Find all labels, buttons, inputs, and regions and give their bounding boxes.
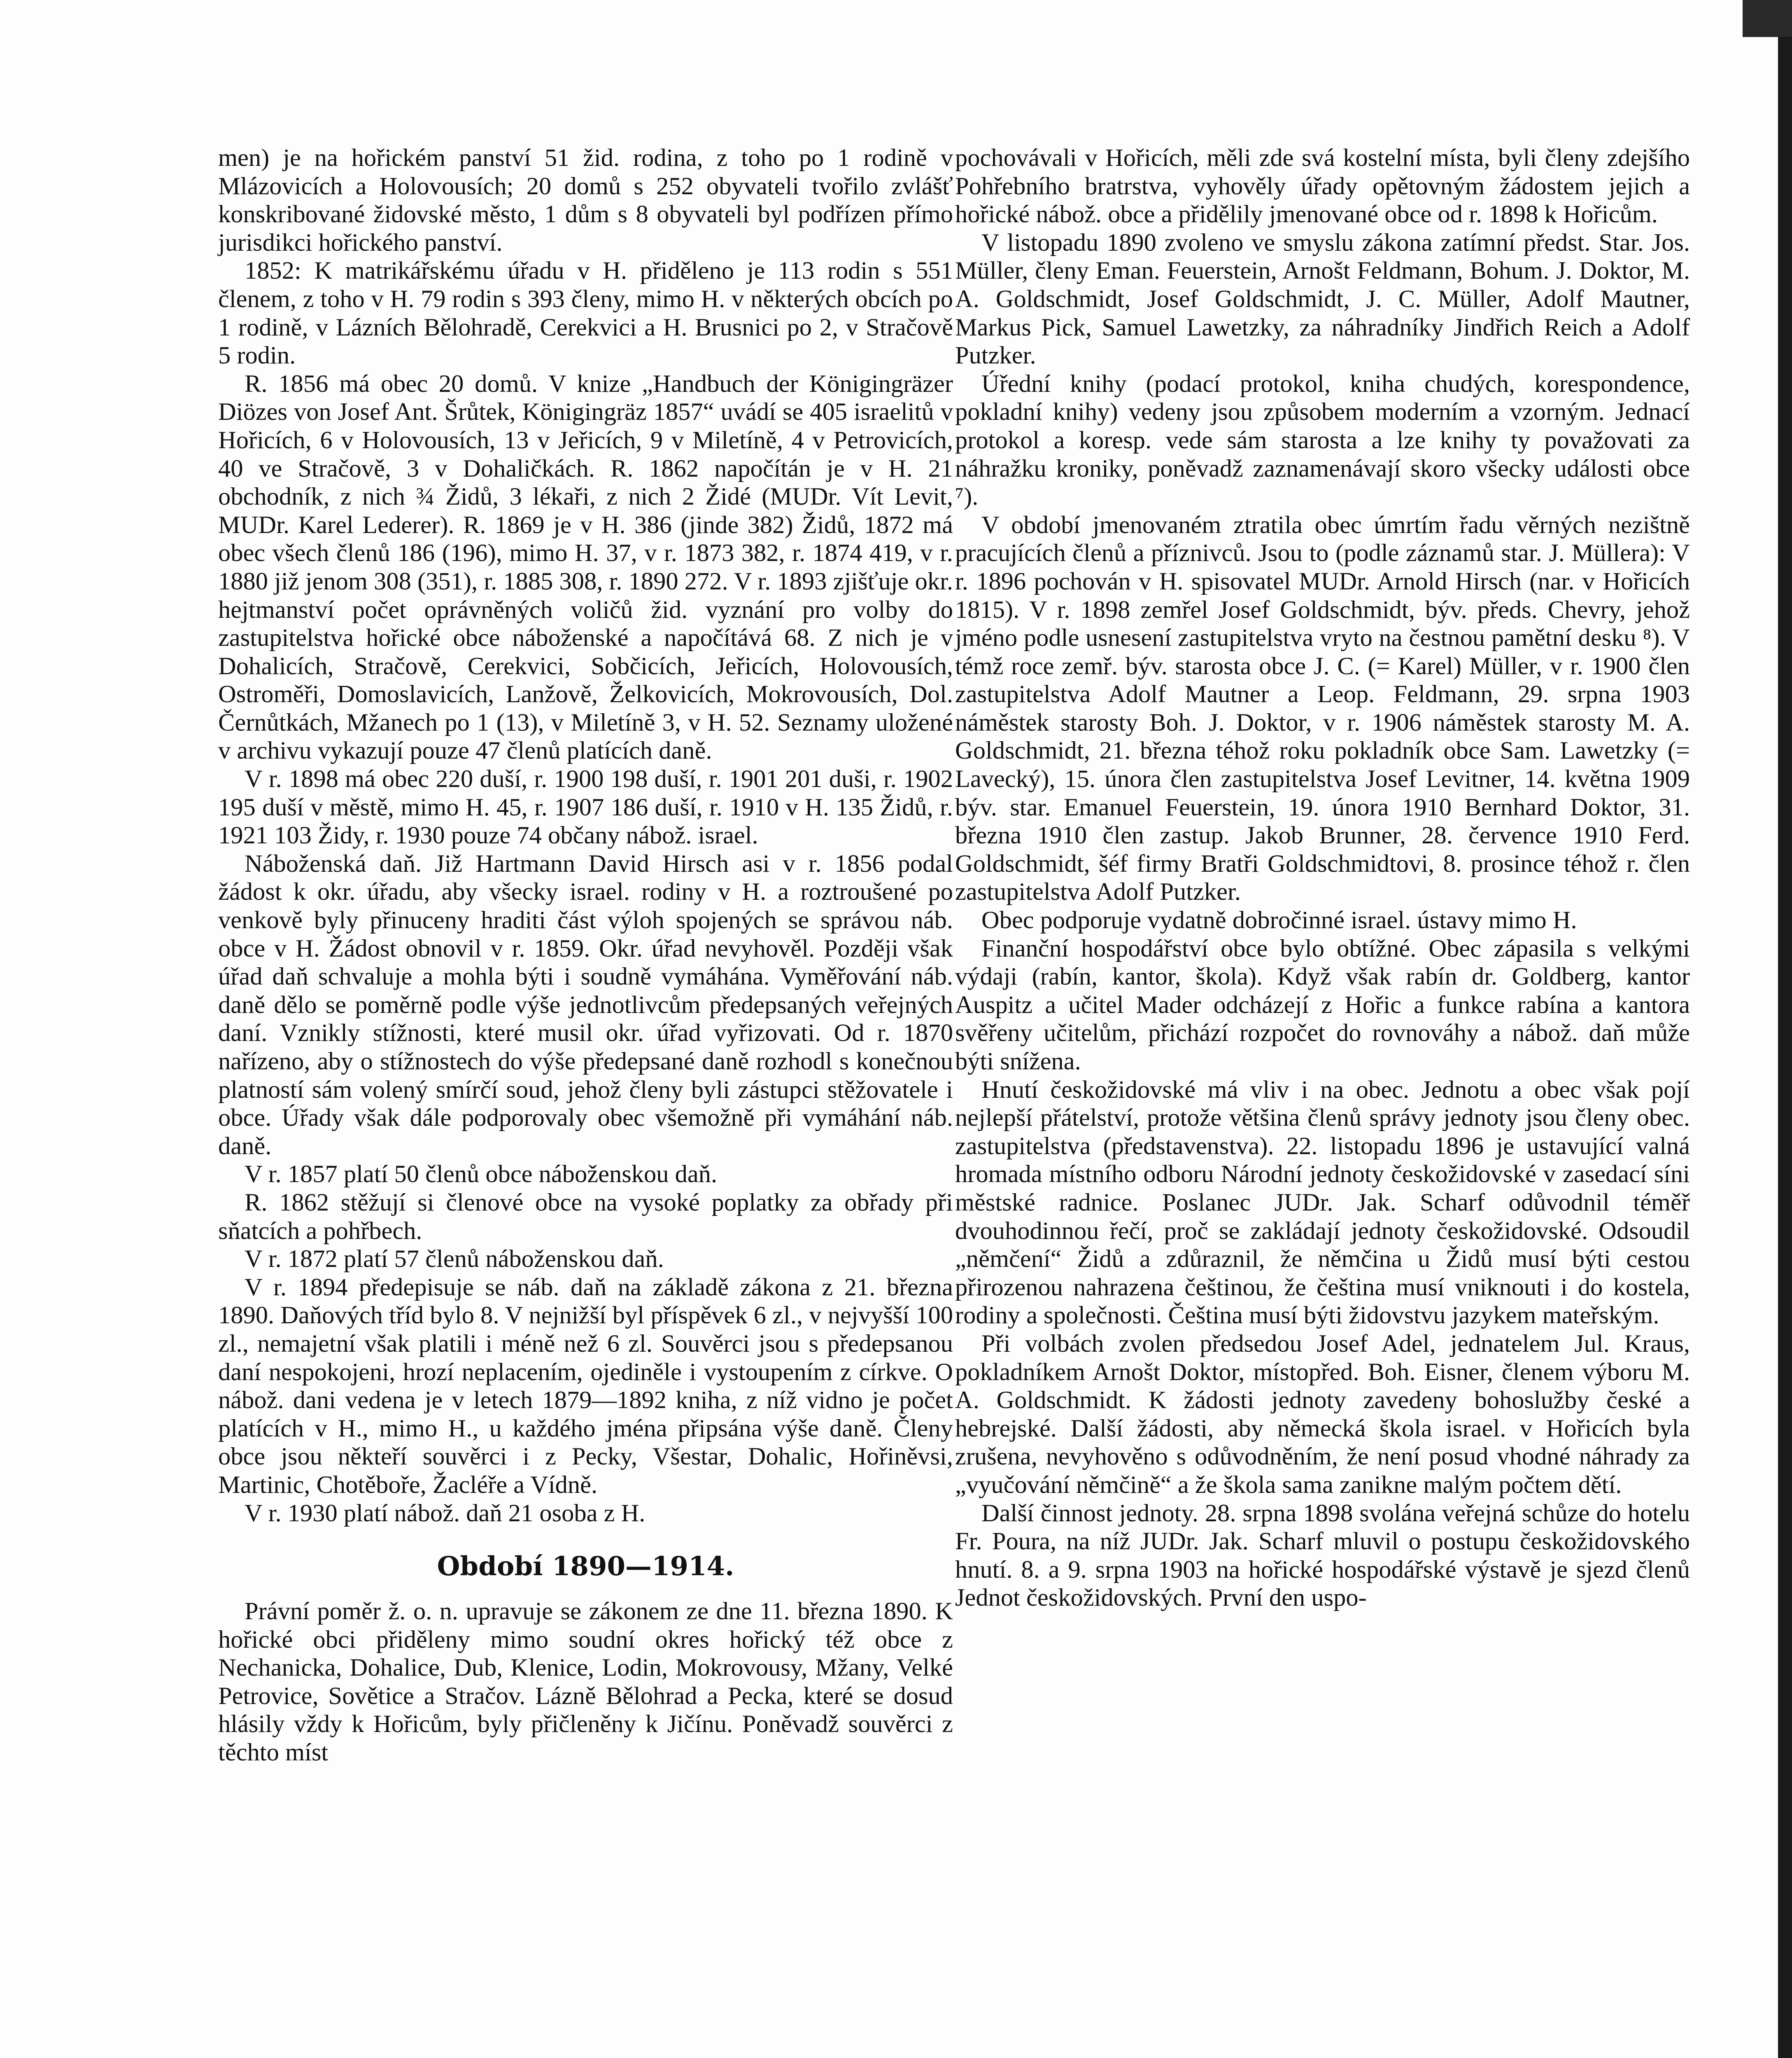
paragraph: V r. 1930 platí nábož. daň 21 osoba z H. xyxy=(245,1499,645,1527)
paragraph: V r. 1857 platí 50 členů obce náboženskou daň. xyxy=(245,1160,718,1188)
right-column xyxy=(955,144,1690,1612)
paragraph: R. 1856 má obec 20 domů. V knize „Handbuch der Königingräzer Diözes von Josef Ant. Šrůtek, Königingräz 1857“ uvádí se 405 israelitů v Hořicích, 6 v Holovousích, 13 v Jeřicích, 9 v Miletíně, 4 v Petrovicích, 40 ve Stračově, 3 v Dohaličkách. R. 1862 napočítán je v H. 21 obchodník, z nich ¾ Židů, 3 lékaři, z nich 2 Židé (MUDr. Vít Levit, MUDr. Karel Lederer). R. 1869 je v H. 386 (jinde 382) Židů, 1872 má obec všech členů 186 (196), mimo H. 37, v r. 1873 382, r. 1874 419, v r. 1880 již jenom 308 (351), r. 1885 308, r. 1890 272. V r. 1893 zjišťuje okr. hejtmanství počet oprávněných voličů žid. vyznání pro volby do zastupitelstva hořické obce náboženské a napočítává 68. Z nich je v Dohalicích, Stračově, Cerekvici, Sobčicích, Jeřicích, Holovousích, Ostroměři, Domoslavicích, Lanžově, Želkovicích, Mokrovousích, Dol. Černůtkách, Mžanech po 1 (13), v Miletíně 3, v H. 52. Seznamy uložené v archivu vykazují pouze 47 členů platících daně. xyxy=(218,370,953,765)
paragraph: Náboženská daň. Již Hartmann David Hirsch asi v r. 1856 podal žádost k okr. úřadu, aby všecky israel. rodiny v H. a roztroušené po venkově byly přinuceny hraditi část výloh spojených se správou náb. obce v H. Žádost obnovil v r. 1859. Okr. úřad nevyhověl. Později však úřad daň schvaluje a mohla býti i soudně vymáhána. Vyměřování náb. daně dělo se poměrně podle výše jednotlivcům předepsaných veřejných daní. Vznikly stížnosti, které musil okr. úřad vyřizovati. Od r. 1870 nařízeno, aby o stížnostech do výše předepsané daně rozhodl s konečnou platností sám volený smírčí soud, jehož členy byli zástupci stěžovatele i obce. Úřady však dále podporovaly obec všemožně při vymáhání náb. daně. xyxy=(218,850,953,1160)
paragraph: men) je na hořickém panství 51 žid. rodina, z toho po 1 rodině v Mlázovicích a Holovousích; 20 domů s 252 obyvateli tvořilo zvlášť konskribované židovské město, 1 dům s 8 obyvateli byl podřízen přímo jurisdikci hořického panství. xyxy=(218,144,953,256)
paragraph: V období jmenovaném ztratila obec úmrtím řadu věrných nezištně pracujících členů a příznivců. Jsou to (podle záznamů star. J. Müllera): V r. 1896 pochován v H. spisovatel MUDr. Arnold Hirsch (nar. v Hořicích 1815). V r. 1898 zemřel Josef Goldschmidt, býv. předs. Chevry, jehož jméno podle usnesení zastupitelstva vryto na čestnou pamětní desku ⁸). V témž roce zemř. býv. starosta obce J. C. (= Karel) Müller, v r. 1900 člen zastupitelstva Adolf Mautner a Leop. Feldmann, 29. srpna 1903 náměstek starosty Boh. J. Doktor, v r. 1906 náměstek starosty M. A. Goldschmidt, 21. března téhož roku pokladník obce Sam. Lawetzky (= Lavecký), 15. února člen zastupitelstva Josef Levitner, 14. května 1909 býv. star. Emanuel Feuerstein, 19. února 1910 Bernhard Doktor, 31. března 1910 člen zastup. Jakob Brunner, 28. července 1910 Ferd. Goldschmidt, šéf firmy Bratři Goldschmidtovi, 8. prosince téhož r. člen zastupitelstva Adolf Putzker. xyxy=(955,511,1690,906)
paragraph: Hnutí českožidovské má vliv i na obec. Jednotu a obec však pojí nejlepší přátelství, protože většina členů správy jednoty jsou členy obec. zastupitelstva (představenstva). 22. listopadu 1896 je ustavující valná hromada místního odboru Národní jednoty českožidovské v zasedací síni městské radnice. Poslanec JUDr. Jak. Scharf odůvodnil téměř dvouhodinnou řečí, proč se zakládají jednoty českožidovské. Odsoudil „němčení“ Židů a zdůraznil, že němčina u Židů musí býti cestou přirozenou nahrazena češtinou, že čeština musí vniknouti i do kostela, rodiny a společnosti. Čeština musí býti židovstvu jazykem mateřským. xyxy=(955,1076,1690,1329)
scan-edge-top xyxy=(1743,0,1792,37)
paragraph: pochovávali v Hořicích, měli zde svá kostelní místa, byli členy zdejšího Pohřebního bratrstva, vyhověly úřady opětovným žádostem jejich a hořické nábož. obce a přidělily jmenované obce od r. 1898 k Hořicům. xyxy=(955,144,1690,228)
paragraph: V r. 1894 předepisuje se náb. daň na základě zákona z 21. března 1890. Daňových tříd bylo 8. V nejnižší byl příspěvek 6 zl., v nejvyšší 100 zl., nemajetní však platili i méně než 6 zl. Souvěrci jsou s předepsanou daní nespokojeni, hrozí neplacením, ojediněle i vystoupením z církve. O nábož. dani vedena je v letech 1879—1892 kniha, z níž vidno je počet platících v H., mimo H., u každého jména připsána výše daně. Členy obce jsou někteří souvěrci i z Pecky, Všestar, Dohalic, Hořiněvsi, Martinic, Chotěboře, Žacléře a Vídně. xyxy=(218,1273,953,1499)
left-column xyxy=(218,144,953,1767)
left-paragraphs-after xyxy=(218,1597,953,1767)
section-heading: Období 1890—1914. xyxy=(437,1551,734,1582)
paragraph: Při volbách zvolen předsedou Josef Adel, jednatelem Jul. Kraus, pokladníkem Arnošt Doktor, místopřed. Boh. Eisner, členem výboru M. A. Goldschmidt. K žádosti jednoty zavedeny bohoslužby české a hebrejské. Další žádosti, aby německá škola israel. v Hořicích byla zrušena, nevyhověno s odůvodněním, že není posud vhodné náhrady za „vyučování němčině“ a že škola sama zanikne malým počtem dětí. xyxy=(955,1329,1690,1499)
paragraph: Obec podporuje vydatně dobročinné israel. ústavy mimo H. xyxy=(981,906,1577,934)
scan-edge xyxy=(1778,0,1792,2058)
paragraph: V r. 1872 platí 57 členů náboženskou daň. xyxy=(245,1245,664,1273)
paragraph: Právní poměr ž. o. n. upravuje se zákonem ze dne 11. března 1890. K hořické obci přiděleny mimo soudní okres hořický též obce z Nechanicka, Dohalice, Dub, Klenice, Lodin, Mokrovousy, Mžany, Velké Petrovice, Sovětice a Stračov. Lázně Bělohrad a Pecka, které se dosud hlásily vždy k Hořicům, byly přičleněny k Jičínu. Poněvadž souvěrci z těchto míst xyxy=(218,1597,953,1767)
paragraph: Úřední knihy (podací protokol, kniha chudých, korespondence, pokladní knihy) vedeny jsou způsobem moderním a vzorným. Jednací protokol a koresp. vede sám starosta a lze knihy ty považovati za náhražku kroniky, poněvadž zaznamenávají skoro všecky události obce ⁷). xyxy=(955,370,1690,511)
paragraph: V r. 1898 má obec 220 duší, r. 1900 198 duší, r. 1901 201 duši, r. 1902 195 duší v městě, mimo H. 45, r. 1907 186 duší, r. 1910 v H. 135 Židů, r. 1921 103 Židy, r. 1930 pouze 74 občany nábož. israel. xyxy=(218,765,953,850)
paragraph: Další činnost jednoty. 28. srpna 1898 svolána veřejná schůze do hotelu Fr. Poura, na níž JUDr. Jak. Scharf mluvil o postupu českožidovského hnutí. 8. a 9. srpna 1903 na hořické hospodářské výstavě je sjezd členů Jednot českožidovských. První den uspo- xyxy=(955,1499,1690,1612)
right-paragraphs xyxy=(955,144,1690,1612)
paragraph: V listopadu 1890 zvoleno ve smyslu zákona zatímní předst. Star. Jos. Müller, členy Eman. Feuerstein, Arnošt Feldmann, Bohum. J. Doktor, M. A. Goldschmidt, Josef Goldschmidt, J. C. Müller, Adolf Mautner, Markus Pick, Samuel Lawetzky, za náhradníky Jindřich Reich a Adolf Putzker. xyxy=(955,228,1690,370)
paragraph: R. 1862 stěžují si členové obce na vysoké poplatky za obřady při sňatcích a pohřbech. xyxy=(218,1188,953,1245)
paragraph: 1852: K matrikářskému úřadu v H. přiděleno je 113 rodin s 551 členem, z toho v H. 79 rodin s 393 členy, mimo H. v některých obcích po 1 rodině, v Lázních Bělohradě, Cerekvici a H. Brusnici po 2, v Stračově 5 rodin. xyxy=(218,257,953,370)
left-paragraphs xyxy=(218,144,953,1527)
paragraph: Finanční hospodářství obce bylo obtížné. Obec zápasila s velkými výdaji (rabín, kantor, škola). Když však rabín dr. Goldberg, kantor Auspitz a učitel Mader odcházejí z Hořic a funkce rabína a kantora svěřeny učitelům, přichází rozpočet do rovnováhy a nábož. daň může býti snížena. xyxy=(955,934,1690,1075)
